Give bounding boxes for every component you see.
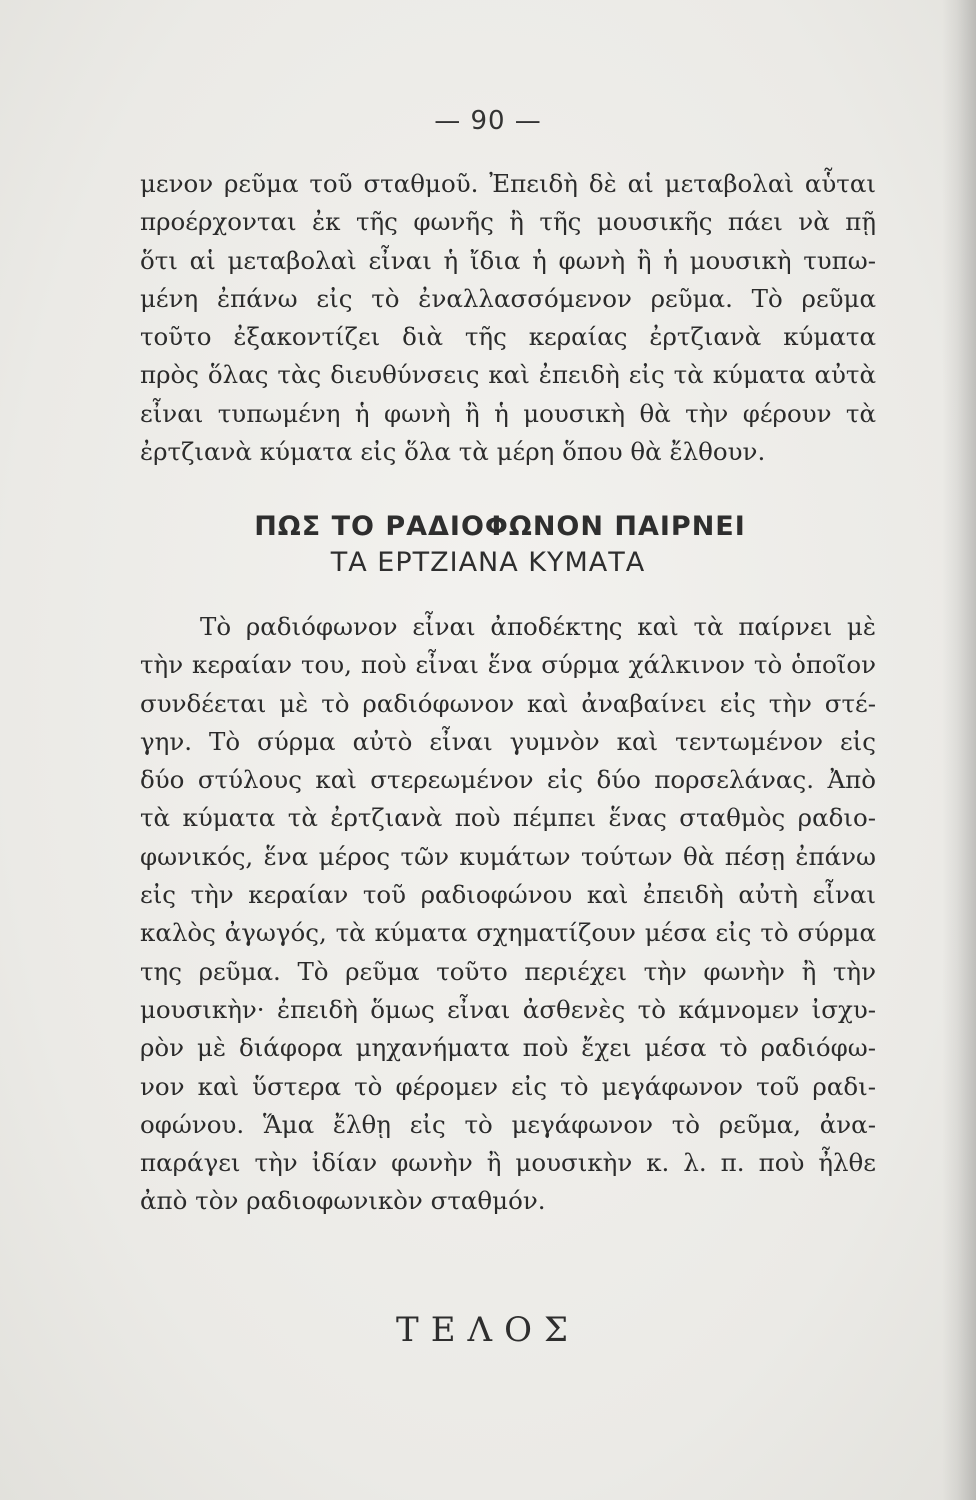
text-line: τὴν κεραίαν του, ποὺ εἶναι ἕνα σύρμα χάλκινον τὸ ὁποῖον [140,650,876,680]
paragraph-2 [140,608,876,1221]
text-line: φωνικός, ἕνα μέρος τῶν κυμάτων τούτων θὰ πέσῃ ἐπάνω [140,841,876,871]
section-heading-line-2: ΤΑ ΕΡΤΖΙΑΝΑ ΚΥΜΑΤΑ [330,547,646,578]
text-line: Τὸ ραδιόφωνον εἶναι ἀποδέκτης καὶ τὰ παίρνει μὲ [200,612,876,641]
text-line: τοῦτο ἐξακοντίζει διὰ τῆς κεραίας ἐρτζιανὰ κύματα [140,322,876,352]
text-line: μουσικὴν· ἐπειδὴ ὅμως εἶναι ἀσθενὲς τὸ κάμνομεν ἰσχυ- [140,994,876,1024]
text-line: ρὸν μὲ διάφορα μηχανήματα ποὺ ἔχει μέσα τὸ ραδιόφω- [140,1033,876,1063]
text-line: δύο στύλους καὶ στερεωμένον εἰς δύο πορσελάνας. Ἀπὸ [140,765,876,795]
text-line: μενον ρεῦμα τοῦ σταθμοῦ. Ἐπειδὴ δὲ αἱ μεταβολαὶ αὗται [140,169,876,198]
text-line: της ρεῦμα. Τὸ ρεῦμα τοῦτο περιέχει τὴν φωνὴν ἢ τὴν [140,956,876,986]
text-line: ὅτι αἱ μεταβολαὶ εἶναι ἡ ἴδια ἡ φωνὴ ἢ ἡ μουσικὴ τυπω- [140,245,876,275]
section-heading-line-1: ΠΩΣ ΤΟ ΡΑΔΙΟΦΩΝΟΝ ΠΑΙΡΝΕΙ [254,511,746,542]
text-line: πρὸς ὅλας τὰς διευθύνσεις καὶ ἐπειδὴ εἰς τὰ κύματα αὐτὰ [140,360,876,390]
paragraph-1 [140,165,876,471]
text-line: γην. Τὸ σύρμα αὐτὸ εἶναι γυμνὸν καὶ τεντωμένον εἰς [140,726,876,756]
text-line: οφώνου. Ἅμα ἔλθῃ εἰς τὸ μεγάφωνον τὸ ρεῦμα, ἀνα- [140,1109,876,1139]
text-line: νον καὶ ὕστερα τὸ φέρομεν εἰς τὸ μεγάφωνον τοῦ ραδι- [140,1071,876,1101]
text-line: ἐρτζιανὰ κύματα εἰς ὅλα τὰ μέρη ὅπου θὰ ἔλθουν. [140,437,766,467]
text-line: εἶναι τυπωμένη ἡ φωνὴ ἢ ἡ μουσικὴ θὰ τὴν φέρουν τὰ [140,398,876,428]
text-line: ἀπὸ τὸν ραδιοφωνικὸν σταθμόν. [140,1186,546,1216]
page-number: — 90 — [434,106,542,136]
text-line: παράγει τὴν ἰδίαν φωνὴν ἢ μουσικὴν κ. λ. π. ποὺ ἦλθε [140,1148,876,1178]
text-line: μένη ἐπάνω εἰς τὸ ἐναλλασσόμενον ρεῦμα. Τὸ ρεῦμα [140,283,876,313]
text-line: καλὸς ἀγωγός, τὰ κύματα σχηματίζουν μέσα εἰς τὸ σύρμα [140,918,876,948]
text-line: τὰ κύματα τὰ ἐρτζιανὰ ποὺ πέμπει ἕνας σταθμὸς ραδιο- [140,803,876,833]
end-mark: ΤΕΛΟΣ [396,1310,580,1350]
text-line: προέρχονται ἐκ τῆς φωνῆς ἢ τῆς μουσικῆς πάει νὰ πῇ [140,207,876,237]
text-line: συνδέεται μὲ τὸ ραδιόφωνον καὶ ἀναβαίνει εἰς τὴν στέ- [140,688,876,718]
text-line: εἰς τὴν κεραίαν τοῦ ραδιοφώνου καὶ ἐπειδὴ αὐτὴ εἶναι [140,880,876,910]
page-binding-shadow [942,0,976,1500]
